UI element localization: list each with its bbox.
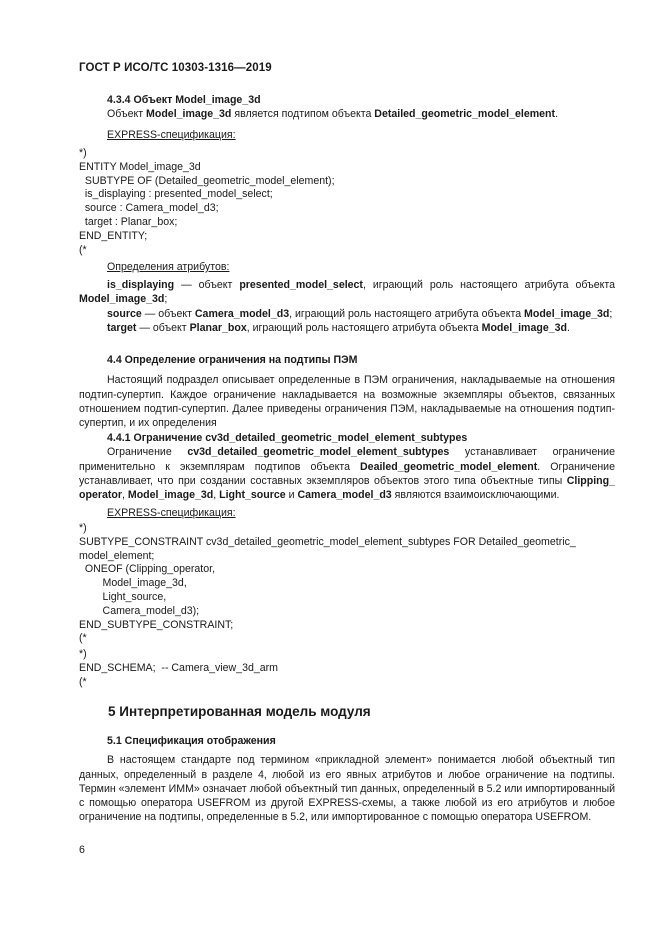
express-code: *) END_SCHEMA; -- Camera_view_3d_arm (* bbox=[79, 648, 278, 688]
page-number: 6 bbox=[79, 844, 85, 856]
section-paragraph: В настоящем стандарте под термином «прикладной элемент» понимается любой объектный тип данных, определенный в разделе 4, любой из его явных атрибутов и любое ограничение на подтипы. Термин «элемент ИММ» означает любой объектный тип данных, определенный в 5.2 или импортированный с помощью оператора USEFROM из другой EXPRESS-схемы, а также любой из его атрибутов и любое ограничение на подтипы, определенные в 5.2, или импортированное с помощью оператора USEFROM. bbox=[79, 754, 615, 824]
express-label: EXPRESS-спецификация: bbox=[107, 129, 236, 141]
express-label-2: EXPRESS-спецификация: bbox=[107, 507, 236, 519]
attr-target: target — объект Planar_box, играющий роль настоящего атрибута объекта Model_image_3d. bbox=[107, 321, 570, 334]
code-entity bbox=[79, 147, 615, 257]
attr-source: source — объект Camera_model_d3, играющий роль настоящего атрибута объекта Model_image_3d; bbox=[107, 307, 613, 320]
section-4-4 bbox=[79, 353, 615, 430]
section-5-title: 5 Интерпретированная модель модуля bbox=[108, 704, 371, 719]
express-code: *) ENTITY Model_image_3d SUBTYPE OF (Detailed_geometric_model_element); is_displaying : presented_model_select; source : Camera_model_d3; target : Planar_box; END_ENTITY; (* bbox=[79, 147, 335, 256]
document-header: ГОСТ Р ИСО/ТС 10303-1316—2019 bbox=[79, 62, 272, 74]
attr-is-displaying: is_displaying — объект presented_model_select, играющий роль настоящего атрибута объекта Model_image_3d; bbox=[79, 279, 615, 306]
code-subtype-constraint bbox=[79, 522, 615, 646]
express-code: *) SUBTYPE_CONSTRAINT cv3d_detailed_geometric_model_element_subtypes FOR Detailed_geometric_ model_element; ONEOF (Clipping_operator, Model_image_3d, Light_source, Camera_model_d3); END_SUBTYPE_CONSTRAINT; (* bbox=[79, 522, 576, 645]
attr-label: Определения атрибутов: bbox=[107, 261, 230, 273]
section-paragraph: Настоящий подраздел описывает определенные в ПЭМ ограничения, накладываемые на отношения подтип-супертип. Каждое ограничение накладывается на возможные экземпляры объектов, связанных отношением подтип-супертип. Далее приведены ограничения ПЭМ, накладываемые на отношения подтип-супертип, и их определения bbox=[79, 374, 615, 430]
section-4-3-4 bbox=[79, 93, 615, 122]
section-intro: Объект Model_image_3d является подтипом объекта Detailed_geometric_model_element. bbox=[107, 108, 559, 121]
section-title: 5.1 Спецификация отображения bbox=[107, 735, 276, 747]
section-title: 4.3.4 Объект Model_image_3d bbox=[107, 94, 261, 106]
attribute-definitions bbox=[79, 278, 615, 335]
section-title: 4.4 Определение ограничения на подтипы ПЭМ bbox=[107, 354, 358, 366]
section-5-1 bbox=[79, 734, 615, 825]
section-4-4-1 bbox=[79, 431, 615, 502]
section-paragraph: Ограничение cv3d_detailed_geometric_model_element_subtypes устанавливает ограничение применительно к экземплярам подтипов объекта Deailed_geometric_model_element. Ограничение устанавливает, что при создании составных экземпляров объектов этого типа объектные типы Clipping_ operator, Model_image_3d, Light_source и Camera_model_d3 являются взаимоисключающими. bbox=[79, 446, 615, 502]
section-title: 4.4.1 Ограничение cv3d_detailed_geometric_model_element_subtypes bbox=[107, 432, 468, 444]
code-end-schema bbox=[79, 648, 615, 689]
